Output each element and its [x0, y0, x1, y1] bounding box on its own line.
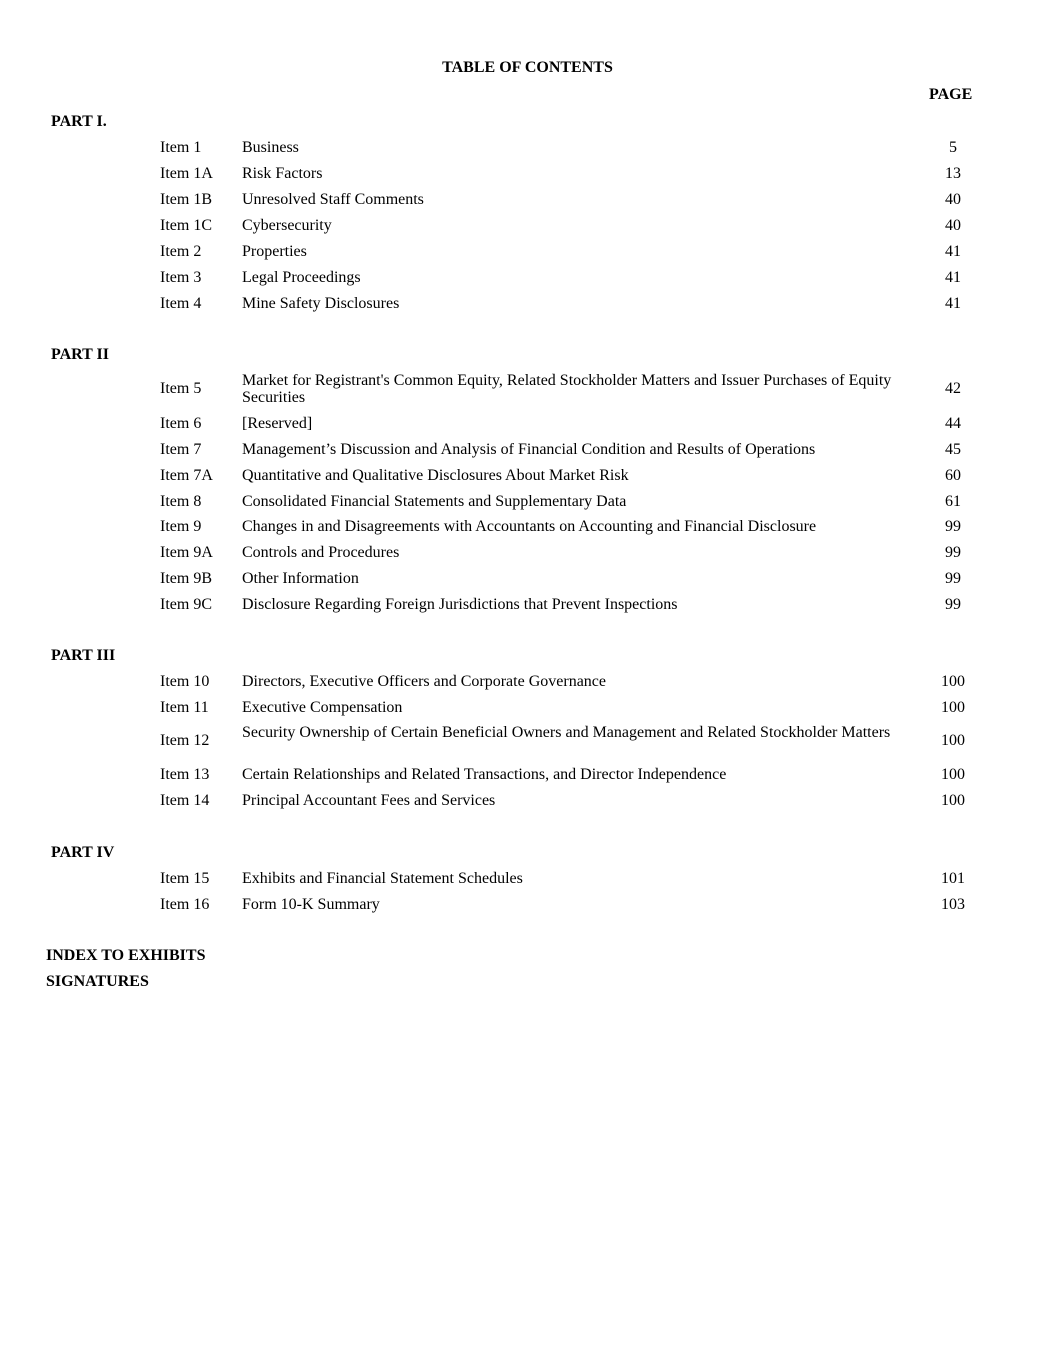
item-number: Item 3 [160, 269, 202, 286]
item-number: Item 2 [160, 243, 202, 260]
item-page: 40 [945, 191, 961, 208]
item-title[interactable]: Properties [242, 243, 307, 260]
item-title[interactable]: Consolidated Financial Statements and Supplementary Data [242, 493, 627, 510]
item-number: Item 16 [160, 896, 210, 913]
item-title[interactable]: Disclosure Regarding Foreign Jurisdictions that Prevent Inspections [242, 596, 678, 613]
item-number: Item 14 [160, 792, 210, 809]
item-title[interactable]: Market for Registrant's Common Equity, Related Stockholder Matters and Issuer Purchases of Equity Securities [242, 372, 892, 406]
item-page: 44 [945, 415, 961, 432]
item-title[interactable]: Mine Safety Disclosures [242, 295, 400, 312]
item-number: Item 13 [160, 766, 210, 783]
part-heading: PART II [51, 346, 109, 363]
item-page: 60 [945, 467, 961, 484]
item-title[interactable]: Security Ownership of Certain Beneficial Owners and Management and Related Stockholder Matters [242, 724, 891, 741]
item-title[interactable]: Business [242, 139, 299, 156]
item-title[interactable]: Certain Relationships and Related Transactions, and Director Independence [242, 766, 727, 783]
item-number: Item 5 [160, 380, 202, 397]
item-number: Item 9C [160, 596, 212, 613]
item-number: Item 15 [160, 870, 210, 887]
item-title[interactable]: Exhibits and Financial Statement Schedules [242, 870, 523, 887]
item-title[interactable]: Changes in and Disagreements with Accountants on Accounting and Financial Disclosure [242, 518, 817, 535]
item-page: 99 [945, 544, 961, 561]
item-page: 99 [945, 570, 961, 587]
item-page: 45 [945, 441, 961, 458]
item-number: Item 8 [160, 493, 202, 510]
item-title[interactable]: Principal Accountant Fees and Services [242, 792, 496, 809]
item-page: 100 [941, 673, 965, 690]
item-number: Item 9A [160, 544, 213, 561]
item-page: 61 [945, 493, 961, 510]
item-title[interactable]: Risk Factors [242, 165, 323, 182]
index-to-exhibits-link[interactable]: INDEX TO EXHIBITS [46, 947, 206, 964]
item-page: 41 [945, 295, 961, 312]
item-title[interactable]: Form 10-K Summary [242, 896, 380, 913]
item-page: 42 [945, 380, 961, 397]
item-number: Item 10 [160, 673, 210, 690]
signatures-link[interactable]: SIGNATURES [46, 973, 149, 990]
item-number: Item 1A [160, 165, 213, 182]
part-heading: PART I. [51, 113, 107, 130]
item-title[interactable]: Cybersecurity [242, 217, 332, 234]
part-heading: PART III [51, 647, 116, 664]
item-title[interactable]: Controls and Procedures [242, 544, 400, 561]
item-title[interactable]: Quantitative and Qualitative Disclosures About Market Risk [242, 467, 629, 484]
item-number: Item 1 [160, 139, 202, 156]
item-number: Item 9 [160, 518, 202, 535]
page-column-header: PAGE [929, 86, 973, 103]
item-page: 100 [941, 766, 965, 783]
item-page: 101 [941, 870, 965, 887]
item-number: Item 4 [160, 295, 202, 312]
item-page: 99 [945, 596, 961, 613]
part-heading: PART IV [51, 844, 115, 861]
item-page: 13 [945, 165, 961, 182]
item-title[interactable]: [Reserved] [242, 415, 313, 432]
toc-title: TABLE OF CONTENTS [442, 59, 613, 76]
item-number: Item 7A [160, 467, 213, 484]
item-number: Item 7 [160, 441, 202, 458]
item-page: 41 [945, 243, 961, 260]
item-number: Item 9B [160, 570, 212, 587]
item-page: 99 [945, 518, 961, 535]
item-title[interactable]: Management’s Discussion and Analysis of Financial Condition and Results of Operations [242, 441, 816, 458]
item-number: Item 1B [160, 191, 212, 208]
item-title[interactable]: Other Information [242, 570, 359, 587]
item-page: 100 [941, 732, 965, 749]
item-page: 100 [941, 699, 965, 716]
item-number: Item 11 [160, 699, 209, 716]
item-title[interactable]: Unresolved Staff Comments [242, 191, 424, 208]
item-title[interactable]: Directors, Executive Officers and Corporate Governance [242, 673, 606, 690]
item-page: 41 [945, 269, 961, 286]
item-number: Item 6 [160, 415, 202, 432]
item-page: 103 [941, 896, 965, 913]
item-number: Item 1C [160, 217, 212, 234]
item-page: 100 [941, 792, 965, 809]
item-title[interactable]: Executive Compensation [242, 699, 403, 716]
item-page: 5 [949, 139, 957, 156]
item-number: Item 12 [160, 732, 210, 749]
item-title[interactable]: Legal Proceedings [242, 269, 361, 286]
item-page: 40 [945, 217, 961, 234]
